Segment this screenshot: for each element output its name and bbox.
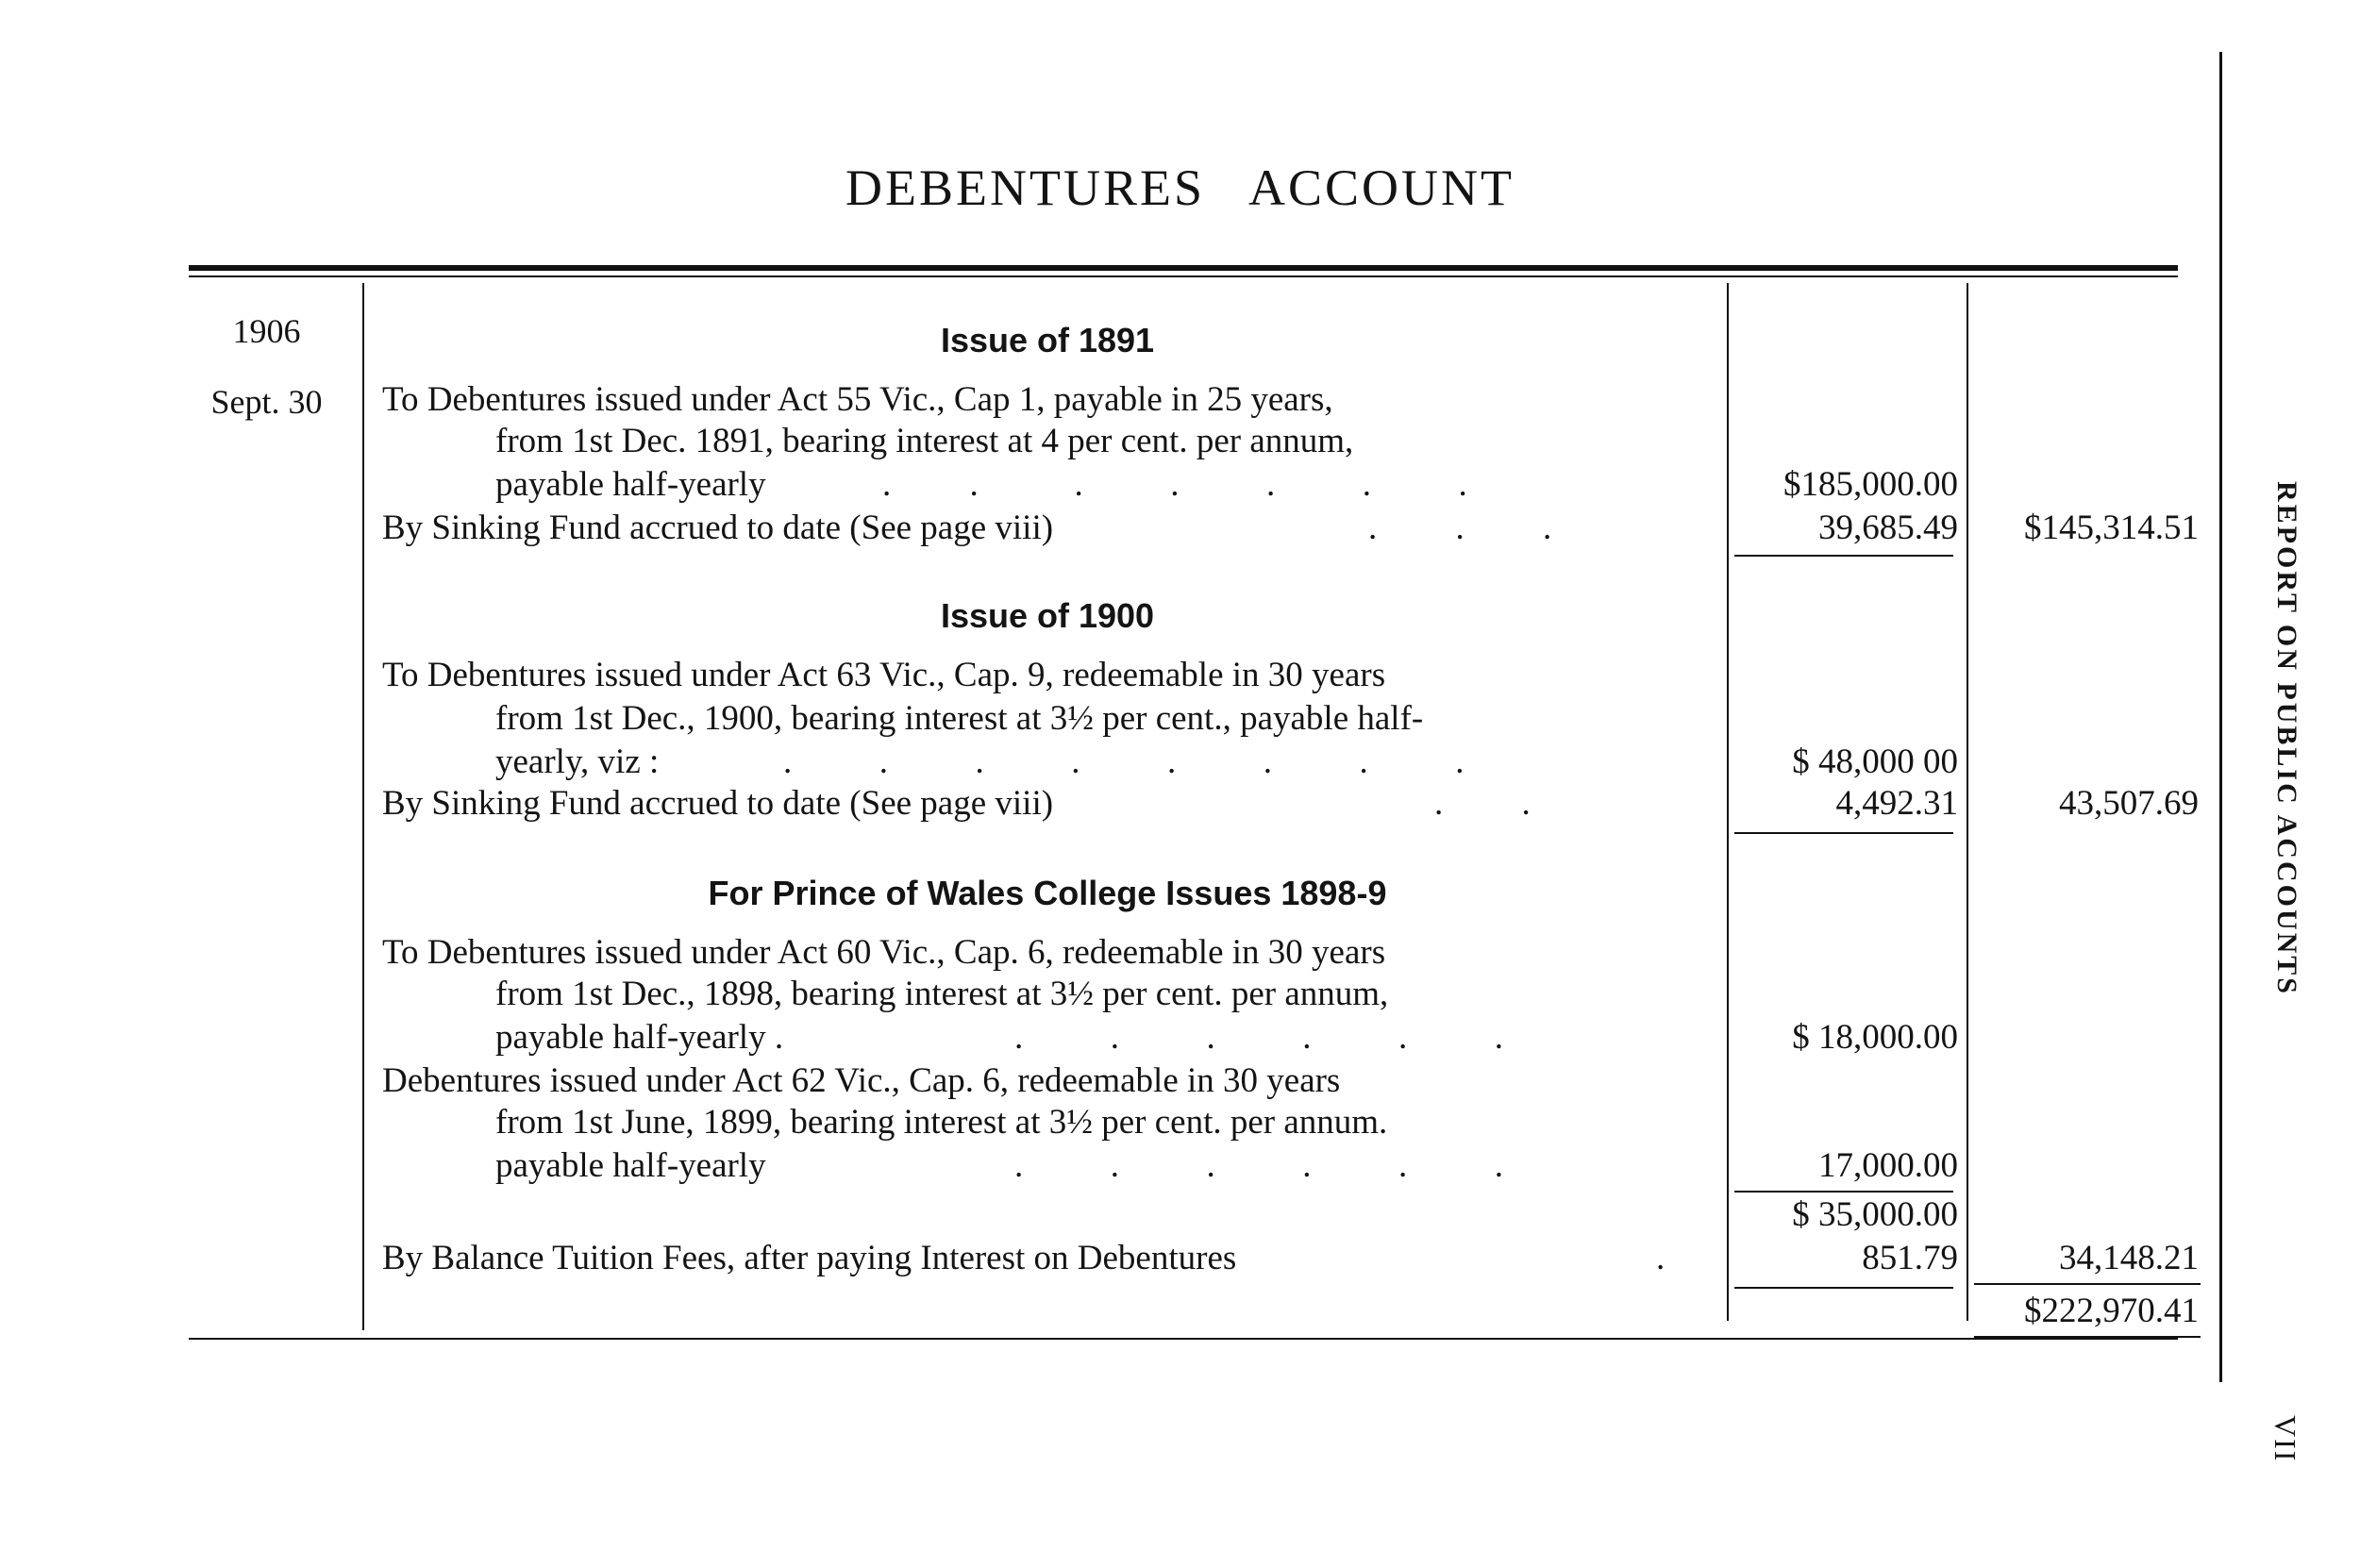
running-head: REPORT ON PUBLIC ACCOUNTS (2271, 481, 2302, 996)
entry-line: By Balance Tuition Fees, after paying Interest on Debentures (382, 1239, 1237, 1277)
bottom-rule (189, 1338, 2178, 1340)
amount-issued-1900: $ 48,000 00 (1792, 742, 1958, 781)
subtotal-rule (1734, 1191, 1953, 1193)
entry-line: from 1st Dec. 1891, bearing interest at 4 per cent. per annum, (495, 422, 1354, 460)
entry-line: Debentures issued under Act 62 Vic., Cap. 6, redeemable in 30 years (382, 1061, 1341, 1100)
page-title (0, 158, 2360, 217)
net-pwc: 34,148.21 (2059, 1239, 2199, 1277)
amount-1898: $ 18,000.00 (1792, 1018, 1958, 1057)
top-rule-thick (189, 265, 2178, 271)
total-rule-top (1974, 1283, 2201, 1285)
entry-line: By Sinking Fund accrued to date (See page viii) (382, 509, 1054, 547)
date-column-rule (362, 283, 364, 1330)
section-heading-1891: Issue of 1891 (940, 321, 1155, 359)
entry-line: payable half-yearly . (495, 1018, 784, 1057)
entry-line: To Debentures issued under Act 60 Vic., Cap. 6, redeemable in 30 years (382, 933, 1386, 972)
subtotal-pwc: $ 35,000.00 (1792, 1195, 1958, 1234)
entry-line: payable half-yearly (495, 465, 766, 504)
section-heading-1900: Issue of 1900 (940, 596, 1155, 635)
amount-issued-1891: $185,000.00 (1783, 465, 1958, 504)
title-word-1: DEBENTURES (845, 159, 1205, 216)
dot-leader: . . . . . . . (882, 465, 1467, 504)
subtotal-rule (1734, 832, 1953, 834)
entry-line: yearly, viz : (495, 742, 660, 781)
subtotal-rule (1734, 555, 1953, 557)
amount-sinking-1900: 4,492.31 (1835, 784, 1958, 823)
balance-tuition-fees: 851.79 (1862, 1239, 1958, 1277)
entry-line: To Debentures issued under Act 63 Vic., Cap. 9, redeemable in 30 years (382, 656, 1386, 694)
dot-leader: . (1656, 1239, 1665, 1277)
grand-total: $222,970.41 (2024, 1292, 2199, 1330)
dot-leader: . . (1434, 784, 1531, 823)
entry-day: Sept. 30 (210, 383, 323, 421)
net-1900: 43,507.69 (2059, 784, 2199, 823)
page-number: VII (2268, 1415, 2302, 1463)
amount-1899: 17,000.00 (1818, 1146, 1958, 1185)
entry-line: To Debentures issued under Act 55 Vic., Cap 1, payable in 25 years, (382, 380, 1333, 419)
amount-sinking-1891: 39,685.49 (1818, 509, 1958, 547)
page-edge-rule (2219, 52, 2222, 1382)
dot-leader: . . . (1368, 509, 1552, 547)
section-heading-pwc: For Prince of Wales College Issues 1898-9 (708, 874, 1387, 912)
subtotal-rule (1734, 1287, 1953, 1289)
entry-line: By Sinking Fund accrued to date (See page viii) (382, 784, 1054, 823)
dot-leader: . . . . . . (1014, 1018, 1503, 1057)
entry-line: from 1st Dec., 1898, bearing interest at 3½ per cent. per annum, (495, 975, 1389, 1013)
entry-line: payable half-yearly (495, 1146, 766, 1185)
entry-year: 1906 (232, 312, 301, 350)
top-rule-thin (189, 275, 2178, 277)
dot-leader: . . . . . . (1014, 1146, 1503, 1185)
net-column-rule (1967, 283, 1968, 1321)
entry-line: from 1st June, 1899, bearing interest at 3½ per cent. per annum. (495, 1103, 1388, 1142)
net-1891: $145,314.51 (2024, 509, 2199, 547)
dot-leader: . . . . . . . . (783, 742, 1465, 781)
entry-line: from 1st Dec., 1900, bearing interest at 3½ per cent., payable half- (495, 699, 1424, 738)
title-word-2: ACCOUNT (1247, 159, 1515, 216)
